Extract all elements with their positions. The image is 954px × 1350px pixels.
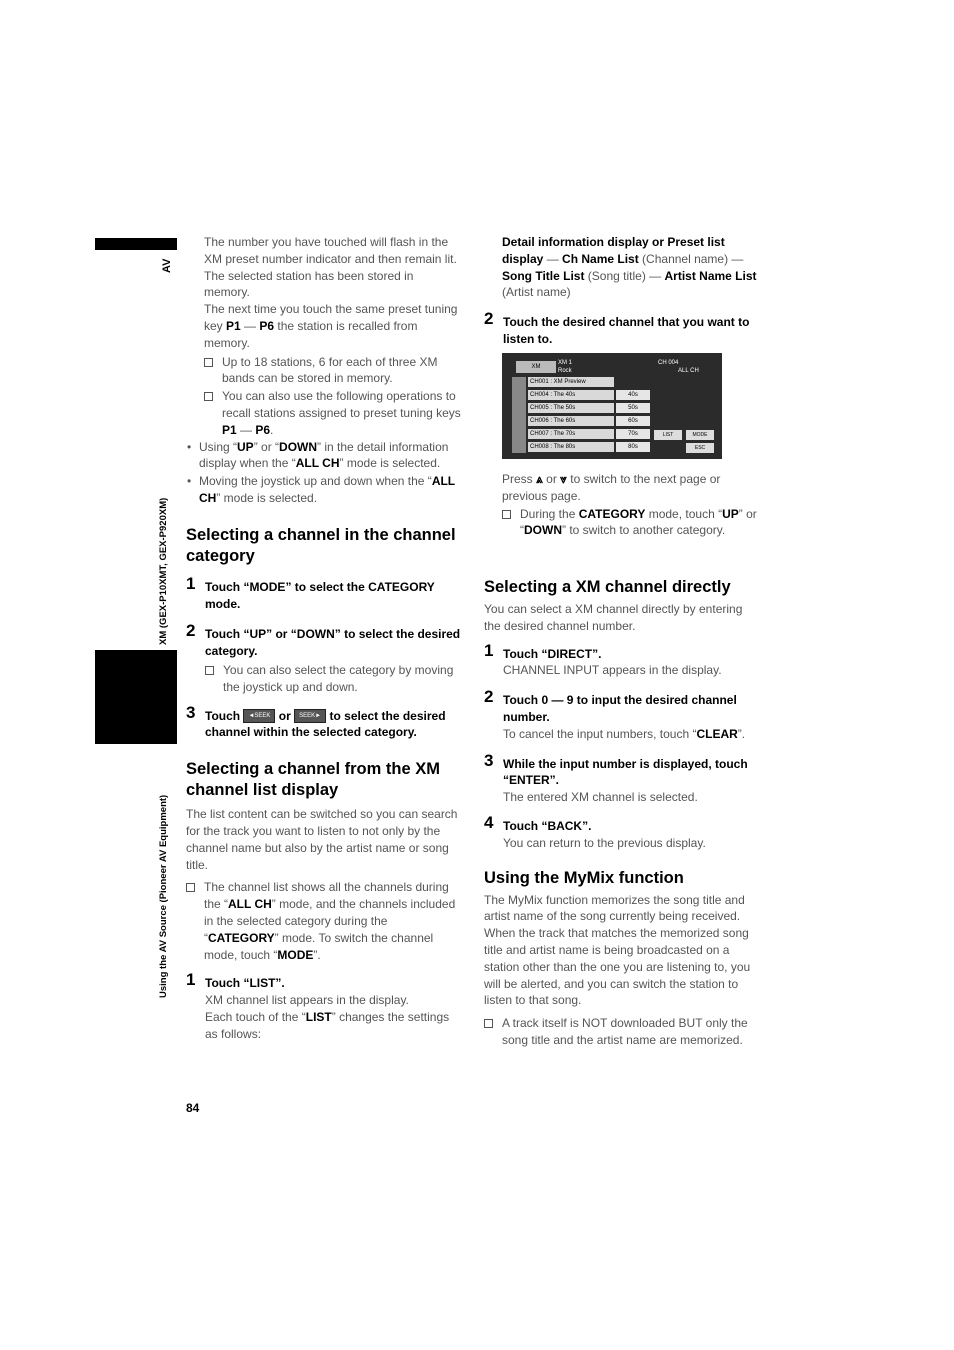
bullet-item: • Using “UP” or “DOWN” in the detail information display when the “ALL CH” mode is selected. (187, 439, 449, 471)
section-label: AV (161, 258, 173, 273)
list-row: CH001 : XM Preview (528, 377, 614, 387)
list-row: CH005 : The 50s (528, 403, 614, 413)
seek-forward-button-icon: SEEK► (294, 709, 326, 723)
channel-icon: 60s (616, 416, 650, 426)
running-sub: XM (GEX-P10XMT, GEX-P920XM) (158, 497, 169, 645)
bullet-dot-icon: • (187, 439, 192, 454)
note-box-icon (205, 666, 214, 675)
intro-paragraph-2: The next time you touch the same preset tuning key P1 — P6 the station is recalled from memory. (204, 302, 458, 350)
xm-tab: XM (516, 361, 556, 373)
list-row: CH008 : The 80s (528, 442, 614, 452)
list-sequence: Detail information display or Preset list display — Ch Name List (Channel name) — Song Title List (Song title) — Artist Name List (Artist name) (502, 235, 757, 300)
heading-list: Selecting a channel from the XM channel list display (186, 760, 440, 800)
scrollbar (512, 377, 526, 453)
side-tab-bar (95, 238, 177, 250)
note-item: The channel list shows all the channels during the “ALL CH” mode, and the channels included in the selected category during the “CATEGORY” mode. To switch the channel mode, touch “MODE”. (186, 879, 462, 963)
direct-step-3: 3 While the input number is displayed, touch “ENTER”. The entered XM channel is selected. (484, 750, 748, 805)
note-item: You can also select the category by moving the joystick up and down. (205, 662, 462, 696)
category-label: Rock (558, 368, 572, 374)
note-item: Up to 18 stations, 6 for each of three XM bands can be stored in memory. (204, 354, 462, 388)
list-row: CH004 : The 40s (528, 390, 614, 400)
step-3: 3 Touch ◄SEEK or SEEK► to select the desired channel within the selected category. (186, 702, 446, 740)
list-row: CH007 : The 70s (528, 429, 614, 439)
esc-button: ESC (686, 443, 714, 453)
list-button: LIST (654, 430, 682, 440)
heading-category: Selecting a channel in the channel category (186, 525, 456, 565)
step-1: 1 Touch “MODE” to select the CATEGORY mode. (186, 573, 435, 611)
channel-list-screenshot (502, 353, 722, 459)
note-box-icon (484, 1019, 493, 1028)
left-column (186, 234, 462, 1042)
step-2: 2 Touch “UP” or “DOWN” to select the desired category. (186, 621, 461, 659)
channel-icon: 50s (616, 403, 650, 413)
list-step-1: 1 Touch “LIST”. XM channel list appears in the display. Each touch of the “LIST” changes the settings as follows: (186, 970, 450, 1041)
mode-button: MODE (686, 430, 714, 440)
direct-step-1: 1 Touch “DIRECT”. CHANNEL INPUT appears in the display. (484, 640, 722, 678)
list-step-2: 2 Touch the desired channel that you want to listen to. (484, 309, 750, 346)
list-intro: The list content can be switched so you can search for the track you want to listen to not only by the channel name but also by the artist name or song title. (186, 807, 458, 872)
intro-paragraph-1: The number you have touched will flash in the XM preset number indicator and then remain lit. The selected station has been stored in memory. (204, 235, 457, 300)
note-item: During the CATEGORY mode, touch “UP” or “DOWN” to switch to another category. (502, 506, 760, 540)
note-box-icon (186, 883, 195, 892)
list-row: CH006 : The 60s (528, 416, 614, 426)
bullet-item: • Moving the joystick up and down when the “ALL CH” mode is selected. (187, 474, 455, 505)
right-column-lower (502, 471, 760, 539)
note-box-icon (502, 510, 511, 519)
channel-label: CH 004 (658, 360, 679, 366)
note-box-icon (204, 392, 213, 401)
mode-label: ALL CH (678, 368, 699, 374)
direct-intro: You can select a XM channel directly by entering the desired channel number. (484, 602, 743, 633)
direct-step-4: 4 Touch “BACK”. You can return to the previous display. (484, 812, 706, 850)
channel-icon: 40s (616, 390, 650, 400)
page-down-icon: ⩔ (560, 472, 567, 486)
note-item: A track itself is NOT downloaded BUT only the song title and the artist name are memorized. (484, 1015, 760, 1049)
running-title: Using the AV Source (Pioneer AV Equipment) (158, 794, 169, 998)
right-column (484, 234, 760, 348)
heading-mymix: Using the MyMix function (484, 868, 684, 887)
channel-icon: 70s (616, 429, 650, 439)
note-box-icon (204, 358, 213, 367)
bullet-dot-icon: • (187, 474, 192, 489)
channel-icon: 80s (616, 442, 650, 452)
note-item: You can also use the following operations to recall stations assigned to preset tuning keys P1 — P6. (204, 388, 462, 438)
page-number: 84 (186, 1101, 200, 1115)
band-label: XM 1 (558, 360, 573, 366)
chapter-label: Chapter 7 (155, 675, 170, 735)
page-up-icon: ⩓ (536, 472, 543, 486)
direct-step-2: 2 Touch 0 — 9 to input the desired channel number. To cancel the input numbers, touch “CLEAR”. (484, 687, 746, 741)
mymix-intro: The MyMix function memorizes the song title and artist name of the song currently being received. When the track that matches the memorized song title and artist name is being broadcasted on a station other than the one you are listening to, you will be alerted, and you can switch the station to listen to that song. (484, 892, 751, 1008)
heading-direct: Selecting a XM channel directly (484, 578, 731, 596)
seek-back-button-icon: ◄SEEK (243, 709, 275, 723)
press-paragraph: Press ⩓ or ⩔ to switch to the next page or previous page. (502, 472, 721, 503)
right-column-bottom (484, 577, 760, 1049)
